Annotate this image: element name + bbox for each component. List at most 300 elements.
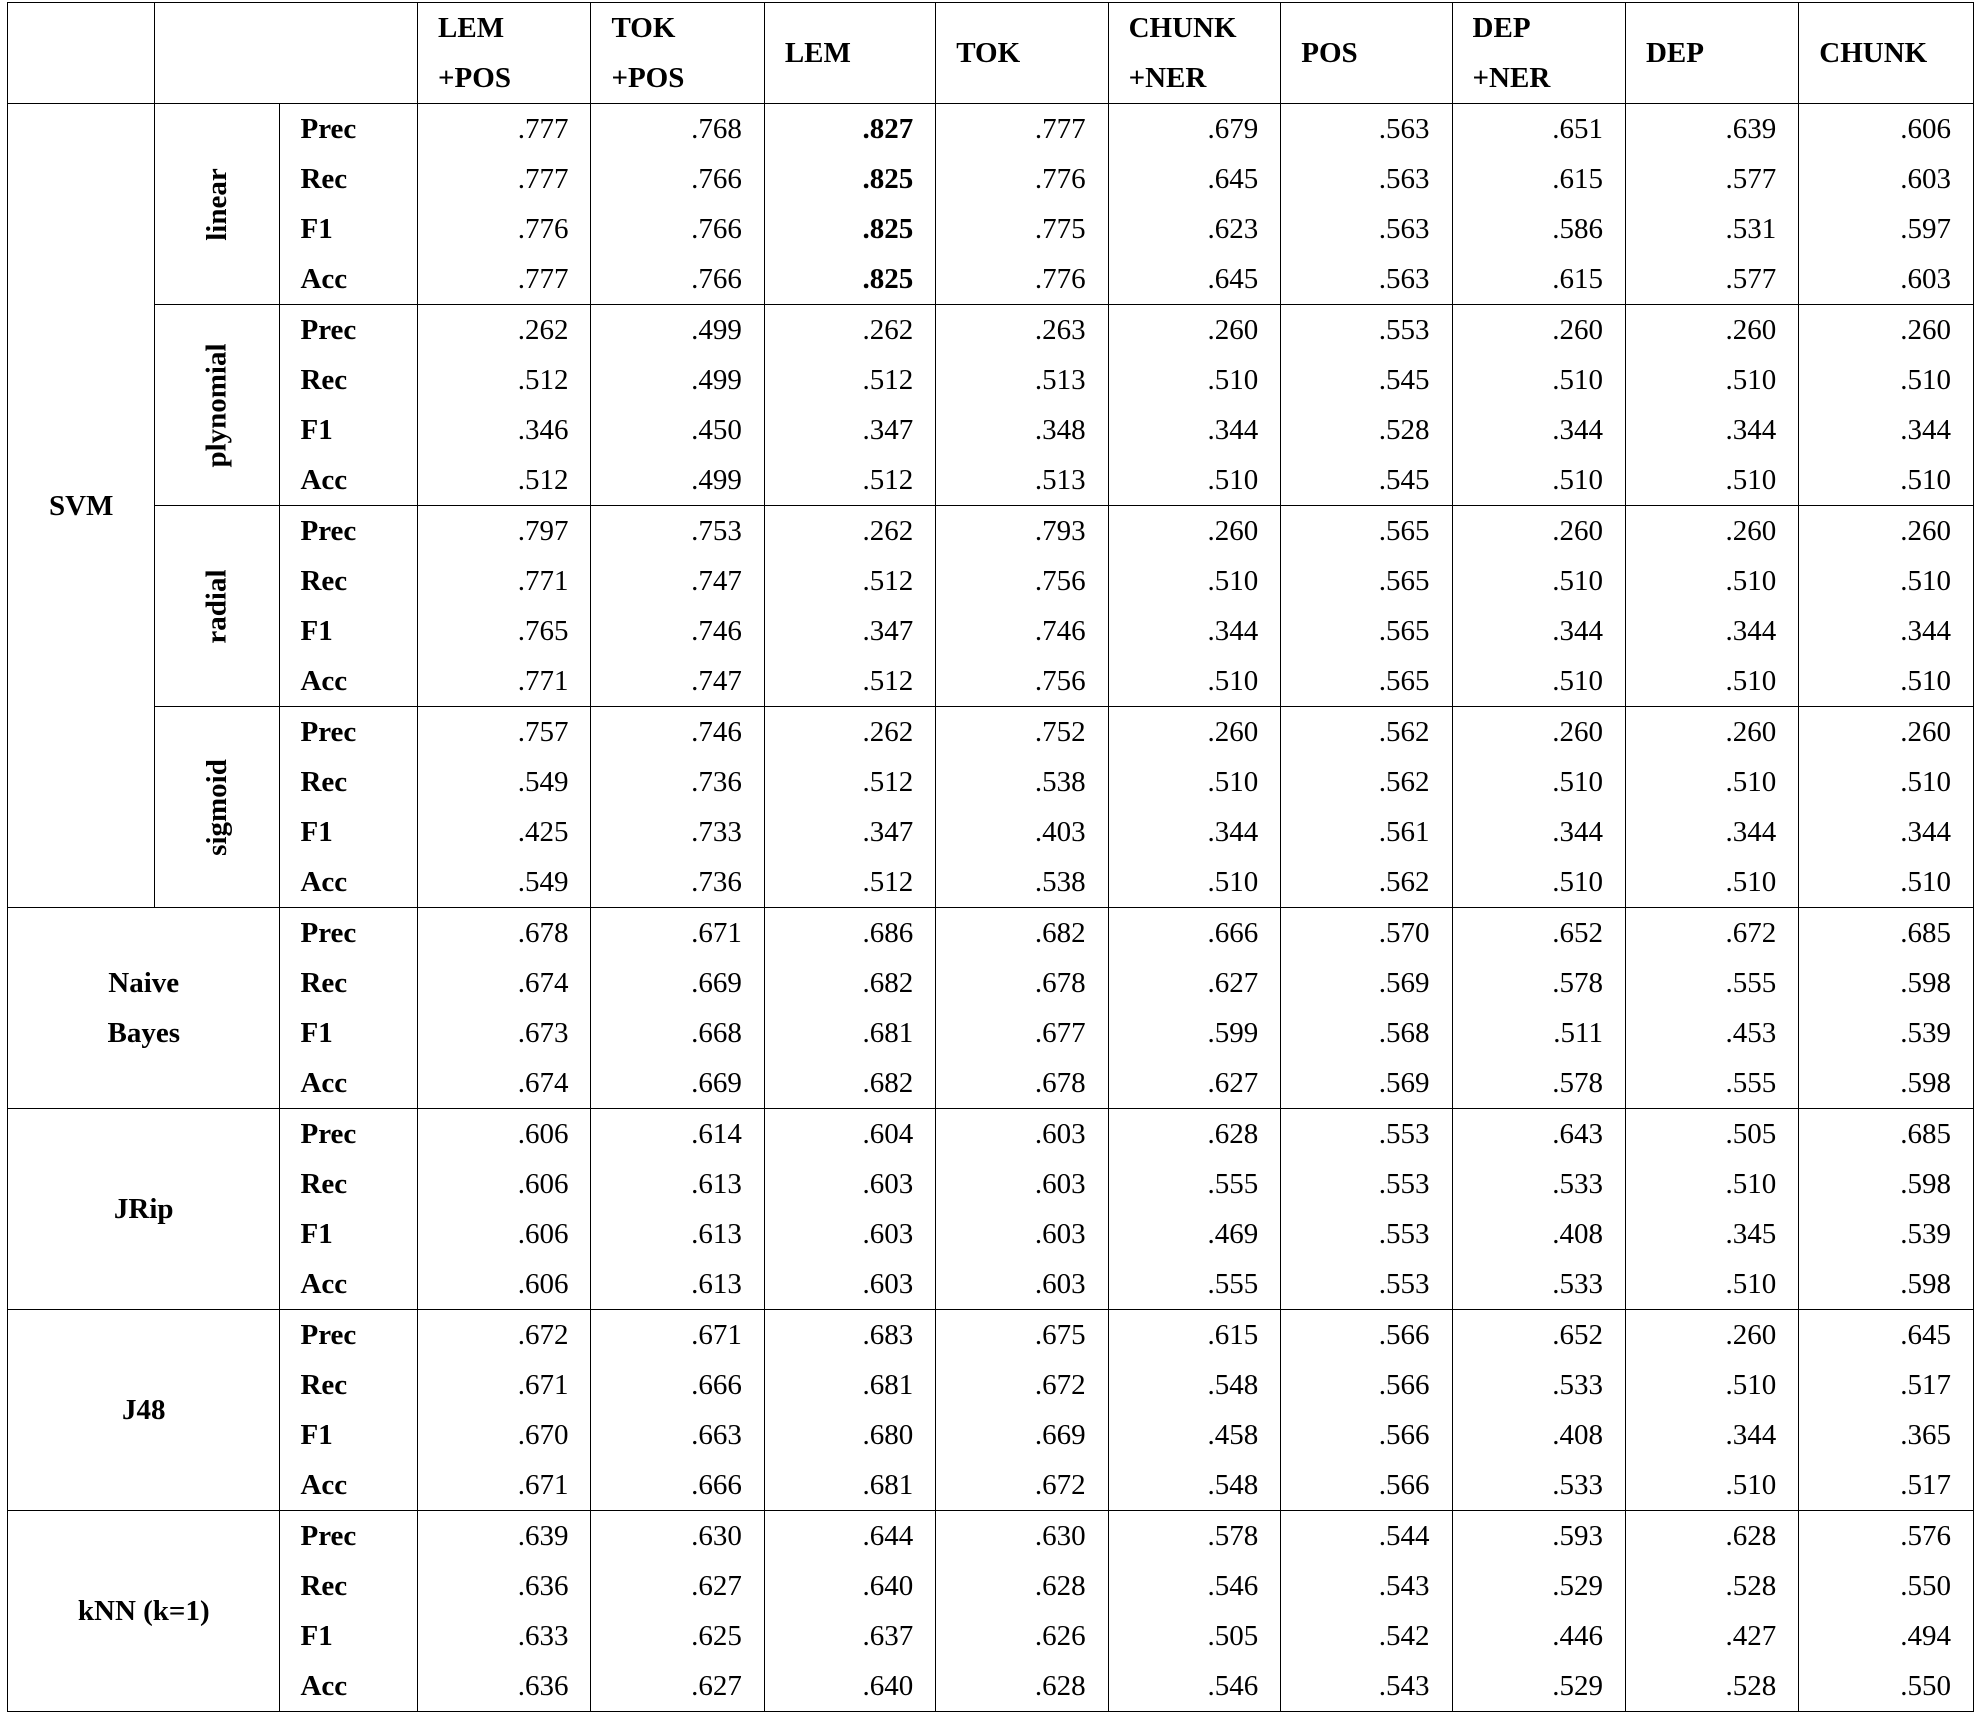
value-cell: .671 — [591, 1310, 764, 1361]
value-cell: .549 — [418, 857, 591, 908]
value-cell: .606 — [418, 1259, 591, 1310]
value-cell: .529 — [1452, 1561, 1625, 1611]
column-header: TOK +POS — [591, 3, 764, 104]
kernel-label — [155, 707, 280, 908]
value-cell: .623 — [1108, 204, 1281, 254]
metric-label: F1 — [280, 1008, 418, 1058]
value-cell: .671 — [418, 1460, 591, 1511]
value-cell: .606 — [418, 1109, 591, 1160]
value-cell: .538 — [936, 757, 1108, 807]
value-cell: .499 — [591, 355, 764, 405]
table-row — [8, 1058, 1974, 1109]
value-cell: .777 — [418, 104, 591, 155]
value-cell: .625 — [591, 1611, 764, 1661]
metric-label: F1 — [280, 405, 418, 455]
value-cell: .494 — [1799, 1611, 1974, 1661]
value-cell: .555 — [1108, 1259, 1281, 1310]
value-cell: .512 — [764, 355, 935, 405]
value-cell: .628 — [1625, 1511, 1798, 1562]
value-cell: .469 — [1108, 1209, 1281, 1259]
value-cell: .776 — [936, 154, 1108, 204]
value-cell: .681 — [764, 1460, 935, 1511]
value-cell: .746 — [591, 606, 764, 656]
value-cell: .670 — [418, 1410, 591, 1460]
value-cell: .578 — [1108, 1511, 1281, 1562]
value-cell: .513 — [936, 355, 1108, 405]
model-label: JRip — [8, 1109, 280, 1310]
value-cell: .260 — [1108, 305, 1281, 356]
column-header: POS — [1281, 3, 1452, 104]
value-cell: .682 — [764, 1058, 935, 1109]
value-cell: .446 — [1452, 1611, 1625, 1661]
value-cell: .510 — [1625, 556, 1798, 606]
value-cell: .677 — [936, 1008, 1108, 1058]
value-cell: .533 — [1452, 1360, 1625, 1410]
value-cell: .666 — [591, 1460, 764, 1511]
value-cell: .512 — [418, 355, 591, 405]
table-row — [8, 556, 1974, 606]
metric-label: Prec — [280, 506, 418, 557]
table-row — [8, 1661, 1974, 1712]
value-cell: .597 — [1799, 204, 1974, 254]
value-cell: .577 — [1625, 254, 1798, 305]
value-cell: .347 — [764, 606, 935, 656]
value-cell: .776 — [418, 204, 591, 254]
value-cell: .593 — [1452, 1511, 1625, 1562]
value-cell: .733 — [591, 807, 764, 857]
value-cell: .586 — [1452, 204, 1625, 254]
value-cell: .262 — [764, 506, 935, 557]
value-cell: .613 — [591, 1159, 764, 1209]
value-cell: .672 — [936, 1460, 1108, 1511]
metric-label: F1 — [280, 807, 418, 857]
value-cell: .672 — [1625, 908, 1798, 959]
value-cell: .425 — [418, 807, 591, 857]
value-cell: .645 — [1108, 254, 1281, 305]
value-cell: .736 — [591, 857, 764, 908]
value-cell: .746 — [936, 606, 1108, 656]
metric-label: Prec — [280, 1511, 418, 1562]
value-cell: .627 — [591, 1561, 764, 1611]
value-cell: .510 — [1625, 656, 1798, 707]
table-row — [8, 1109, 1974, 1160]
value-cell: .403 — [936, 807, 1108, 857]
table-row — [8, 355, 1974, 405]
value-cell: .510 — [1452, 656, 1625, 707]
value-cell: .606 — [1799, 104, 1974, 155]
value-cell: .549 — [418, 757, 591, 807]
column-header: DEP — [1625, 3, 1798, 104]
value-cell: .344 — [1452, 807, 1625, 857]
metric-label: Rec — [280, 556, 418, 606]
value-cell: .344 — [1108, 807, 1281, 857]
value-cell: .529 — [1452, 1661, 1625, 1712]
table-row — [8, 1460, 1974, 1511]
value-cell: .747 — [591, 656, 764, 707]
value-cell: .528 — [1281, 405, 1452, 455]
value-cell: .603 — [764, 1259, 935, 1310]
value-cell: .344 — [1799, 606, 1974, 656]
value-cell: .636 — [418, 1661, 591, 1712]
table-row — [8, 908, 1974, 959]
value-cell: .344 — [1625, 606, 1798, 656]
value-cell: .348 — [936, 405, 1108, 455]
value-cell: .344 — [1452, 405, 1625, 455]
table-row — [8, 958, 1974, 1008]
value-cell: .555 — [1108, 1159, 1281, 1209]
kernel-label-text: linear — [200, 167, 233, 241]
value-cell: .263 — [936, 305, 1108, 356]
value-cell: .603 — [936, 1259, 1108, 1310]
value-cell: .683 — [764, 1310, 935, 1361]
value-cell: .510 — [1625, 1259, 1798, 1310]
value-cell: .825 — [764, 254, 935, 305]
value-cell: .344 — [1625, 1410, 1798, 1460]
model-label: kNN (k=1) — [8, 1511, 280, 1712]
value-cell: .686 — [764, 908, 935, 959]
value-cell: .528 — [1625, 1661, 1798, 1712]
value-cell: .546 — [1108, 1661, 1281, 1712]
value-cell: .645 — [1108, 154, 1281, 204]
value-cell: .550 — [1799, 1661, 1974, 1712]
metric-label: Acc — [280, 254, 418, 305]
value-cell: .825 — [764, 154, 935, 204]
table-row — [8, 857, 1974, 908]
value-cell: .669 — [591, 958, 764, 1008]
metric-label: Rec — [280, 958, 418, 1008]
kernel-label-text: sigmoid — [200, 758, 233, 856]
value-cell: .553 — [1281, 305, 1452, 356]
value-cell: .566 — [1281, 1310, 1452, 1361]
value-cell: .652 — [1452, 1310, 1625, 1361]
table-row — [8, 1511, 1974, 1562]
value-cell: .603 — [1799, 154, 1974, 204]
value-cell: .533 — [1452, 1460, 1625, 1511]
value-cell: .512 — [764, 455, 935, 506]
value-cell: .577 — [1625, 154, 1798, 204]
value-cell: .510 — [1799, 857, 1974, 908]
value-cell: .555 — [1625, 958, 1798, 1008]
value-cell: .347 — [764, 807, 935, 857]
value-cell: .668 — [591, 1008, 764, 1058]
header-blank-cell — [155, 3, 418, 104]
value-cell: .643 — [1452, 1109, 1625, 1160]
value-cell: .262 — [764, 305, 935, 356]
metric-label: Prec — [280, 1310, 418, 1361]
value-cell: .680 — [764, 1410, 935, 1460]
value-cell: .679 — [1108, 104, 1281, 155]
metric-label: Rec — [280, 1561, 418, 1611]
kernel-label-text: radial — [200, 568, 233, 644]
value-cell: .652 — [1452, 908, 1625, 959]
value-cell: .260 — [1625, 707, 1798, 758]
table-row — [8, 305, 1974, 356]
value-cell: .673 — [418, 1008, 591, 1058]
value-cell: .510 — [1799, 656, 1974, 707]
value-cell: .756 — [936, 656, 1108, 707]
value-cell: .566 — [1281, 1410, 1452, 1460]
metric-label: Rec — [280, 154, 418, 204]
value-cell: .262 — [764, 707, 935, 758]
results-table — [7, 2, 1974, 1712]
value-cell: .771 — [418, 656, 591, 707]
table-row — [8, 1008, 1974, 1058]
value-cell: .793 — [936, 506, 1108, 557]
value-cell: .262 — [418, 305, 591, 356]
value-cell: .675 — [936, 1310, 1108, 1361]
metric-label: Prec — [280, 908, 418, 959]
value-cell: .344 — [1108, 405, 1281, 455]
value-cell: .563 — [1281, 154, 1452, 204]
value-cell: .344 — [1799, 405, 1974, 455]
value-cell: .513 — [936, 455, 1108, 506]
value-cell: .663 — [591, 1410, 764, 1460]
value-cell: .517 — [1799, 1360, 1974, 1410]
value-cell: .628 — [936, 1661, 1108, 1712]
value-cell: .615 — [1452, 154, 1625, 204]
value-cell: .606 — [418, 1209, 591, 1259]
value-cell: .545 — [1281, 355, 1452, 405]
metric-label: Prec — [280, 707, 418, 758]
value-cell: .450 — [591, 405, 764, 455]
value-cell: .736 — [591, 757, 764, 807]
value-cell: .544 — [1281, 1511, 1452, 1562]
table-row — [8, 1209, 1974, 1259]
value-cell: .615 — [1108, 1310, 1281, 1361]
value-cell: .678 — [936, 1058, 1108, 1109]
value-cell: .539 — [1799, 1008, 1974, 1058]
value-cell: .776 — [936, 254, 1108, 305]
value-cell: .260 — [1625, 305, 1798, 356]
value-cell: .260 — [1108, 707, 1281, 758]
table-row — [8, 807, 1974, 857]
kernel-label — [155, 305, 280, 506]
value-cell: .640 — [764, 1561, 935, 1611]
value-cell: .510 — [1108, 757, 1281, 807]
value-cell: .344 — [1108, 606, 1281, 656]
value-cell: .578 — [1452, 1058, 1625, 1109]
column-header: LEM — [764, 3, 935, 104]
value-cell: .630 — [936, 1511, 1108, 1562]
value-cell: .511 — [1452, 1008, 1625, 1058]
metric-label: Acc — [280, 857, 418, 908]
value-cell: .453 — [1625, 1008, 1798, 1058]
value-cell: .672 — [418, 1310, 591, 1361]
metric-label: Acc — [280, 656, 418, 707]
table-row — [8, 757, 1974, 807]
value-cell: .565 — [1281, 606, 1452, 656]
metric-label: Rec — [280, 1360, 418, 1410]
value-cell: .626 — [936, 1611, 1108, 1661]
value-cell: .555 — [1625, 1058, 1798, 1109]
value-cell: .512 — [418, 455, 591, 506]
value-cell: .260 — [1452, 506, 1625, 557]
value-cell: .510 — [1799, 455, 1974, 506]
column-header: DEP +NER — [1452, 3, 1625, 104]
table-row — [8, 455, 1974, 506]
value-cell: .672 — [936, 1360, 1108, 1410]
value-cell: .510 — [1452, 556, 1625, 606]
value-cell: .756 — [936, 556, 1108, 606]
column-header: TOK — [936, 3, 1108, 104]
value-cell: .458 — [1108, 1410, 1281, 1460]
value-cell: .510 — [1452, 857, 1625, 908]
value-cell: .613 — [591, 1209, 764, 1259]
value-cell: .562 — [1281, 707, 1452, 758]
table-row — [8, 204, 1974, 254]
value-cell: .777 — [418, 254, 591, 305]
value-cell: .561 — [1281, 807, 1452, 857]
value-cell: .531 — [1625, 204, 1798, 254]
metric-label: Acc — [280, 1460, 418, 1511]
value-cell: .260 — [1799, 305, 1974, 356]
model-label: SVM — [8, 104, 155, 908]
value-cell: .640 — [764, 1661, 935, 1712]
value-cell: .644 — [764, 1511, 935, 1562]
value-cell: .627 — [1108, 1058, 1281, 1109]
value-cell: .512 — [764, 656, 935, 707]
value-cell: .510 — [1625, 355, 1798, 405]
value-cell: .604 — [764, 1109, 935, 1160]
table-row — [8, 405, 1974, 455]
value-cell: .615 — [1452, 254, 1625, 305]
value-cell: .548 — [1108, 1460, 1281, 1511]
value-cell: .578 — [1452, 958, 1625, 1008]
value-cell: .510 — [1799, 757, 1974, 807]
value-cell: .771 — [418, 556, 591, 606]
value-cell: .512 — [764, 556, 935, 606]
metric-label: Prec — [280, 104, 418, 155]
value-cell: .543 — [1281, 1561, 1452, 1611]
value-cell: .603 — [936, 1109, 1108, 1160]
table-row — [8, 707, 1974, 758]
value-cell: .681 — [764, 1008, 935, 1058]
value-cell: .630 — [591, 1511, 764, 1562]
value-cell: .510 — [1108, 355, 1281, 405]
value-cell: .599 — [1108, 1008, 1281, 1058]
model-label: Naive Bayes — [8, 908, 280, 1109]
value-cell: .747 — [591, 556, 764, 606]
value-cell: .562 — [1281, 757, 1452, 807]
value-cell: .569 — [1281, 958, 1452, 1008]
value-cell: .636 — [418, 1561, 591, 1611]
value-cell: .260 — [1799, 707, 1974, 758]
value-cell: .563 — [1281, 204, 1452, 254]
value-cell: .566 — [1281, 1460, 1452, 1511]
metric-label: Prec — [280, 1109, 418, 1160]
column-header: CHUNK — [1799, 3, 1974, 104]
value-cell: .365 — [1799, 1410, 1974, 1460]
value-cell: .627 — [1108, 958, 1281, 1008]
value-cell: .681 — [764, 1360, 935, 1410]
value-cell: .669 — [591, 1058, 764, 1109]
value-cell: .678 — [418, 908, 591, 959]
metric-label: Acc — [280, 455, 418, 506]
table-row — [8, 1159, 1974, 1209]
value-cell: .553 — [1281, 1209, 1452, 1259]
table-row — [8, 1410, 1974, 1460]
value-cell: .598 — [1799, 1058, 1974, 1109]
table-row — [8, 1360, 1974, 1410]
value-cell: .510 — [1625, 1360, 1798, 1410]
value-cell: .797 — [418, 506, 591, 557]
metric-label: F1 — [280, 1410, 418, 1460]
value-cell: .757 — [418, 707, 591, 758]
value-cell: .752 — [936, 707, 1108, 758]
table-row — [8, 254, 1974, 305]
value-cell: .603 — [764, 1209, 935, 1259]
metric-label: Rec — [280, 355, 418, 405]
value-cell: .499 — [591, 305, 764, 356]
value-cell: .510 — [1625, 757, 1798, 807]
value-cell: .685 — [1799, 908, 1974, 959]
value-cell: .627 — [591, 1661, 764, 1712]
value-cell: .678 — [936, 958, 1108, 1008]
column-header: LEM +POS — [418, 3, 591, 104]
value-cell: .565 — [1281, 556, 1452, 606]
value-cell: .510 — [1108, 556, 1281, 606]
value-cell: .563 — [1281, 104, 1452, 155]
table-row — [8, 506, 1974, 557]
value-cell: .346 — [418, 405, 591, 455]
metric-label: Acc — [280, 1661, 418, 1712]
value-cell: .765 — [418, 606, 591, 656]
table-row — [8, 1310, 1974, 1361]
metric-label: F1 — [280, 1611, 418, 1661]
value-cell: .510 — [1108, 857, 1281, 908]
metric-label: F1 — [280, 1209, 418, 1259]
value-cell: .633 — [418, 1611, 591, 1661]
value-cell: .553 — [1281, 1159, 1452, 1209]
value-cell: .546 — [1108, 1561, 1281, 1611]
value-cell: .628 — [936, 1561, 1108, 1611]
value-cell: .510 — [1625, 857, 1798, 908]
value-cell: .603 — [936, 1209, 1108, 1259]
value-cell: .603 — [936, 1159, 1108, 1209]
value-cell: .766 — [591, 204, 764, 254]
value-cell: .542 — [1281, 1611, 1452, 1661]
value-cell: .766 — [591, 254, 764, 305]
metric-label: F1 — [280, 606, 418, 656]
metric-label: F1 — [280, 204, 418, 254]
value-cell: .553 — [1281, 1109, 1452, 1160]
kernel-label-text: plynomial — [200, 342, 233, 468]
value-cell: .545 — [1281, 455, 1452, 506]
value-cell: .768 — [591, 104, 764, 155]
value-cell: .598 — [1799, 1259, 1974, 1310]
value-cell: .344 — [1625, 807, 1798, 857]
table-row — [8, 606, 1974, 656]
value-cell: .637 — [764, 1611, 935, 1661]
value-cell: .517 — [1799, 1460, 1974, 1511]
value-cell: .827 — [764, 104, 935, 155]
value-cell: .408 — [1452, 1410, 1625, 1460]
value-cell: .510 — [1452, 455, 1625, 506]
value-cell: .550 — [1799, 1561, 1974, 1611]
metric-label: Rec — [280, 757, 418, 807]
value-cell: .682 — [764, 958, 935, 1008]
table-row — [8, 1561, 1974, 1611]
value-cell: .505 — [1108, 1611, 1281, 1661]
value-cell: .510 — [1452, 355, 1625, 405]
kernel-label — [155, 506, 280, 707]
value-cell: .682 — [936, 908, 1108, 959]
value-cell: .539 — [1799, 1209, 1974, 1259]
value-cell: .347 — [764, 405, 935, 455]
value-cell: .639 — [418, 1511, 591, 1562]
value-cell: .510 — [1625, 1460, 1798, 1511]
value-cell: .603 — [1799, 254, 1974, 305]
